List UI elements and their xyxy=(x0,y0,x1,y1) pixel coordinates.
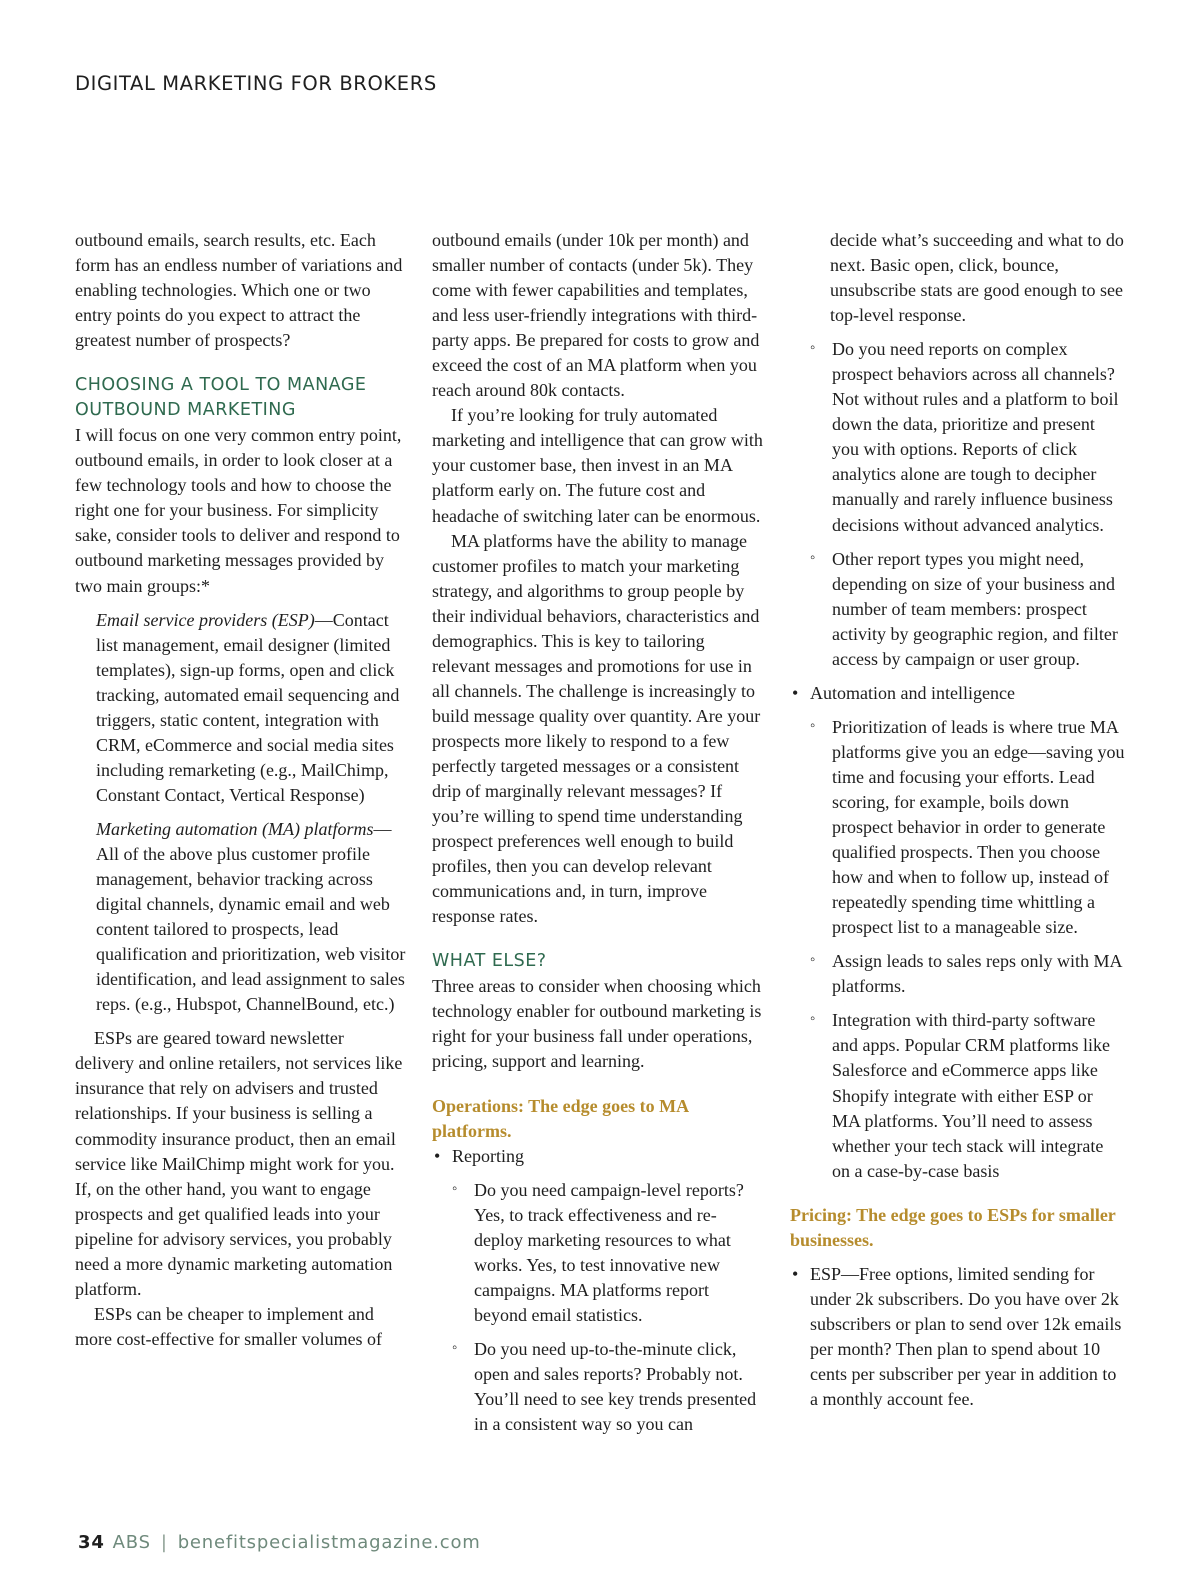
paragraph: I will focus on one very common entry point, outbound emails, in order to look closer at a few technology tools and how to choose the right one for your business. For simplicity sake, consider tools to deliver and respond to outbound marketing messages provided by two main groups:* xyxy=(75,425,402,596)
bullet-icon: • xyxy=(792,1263,799,1284)
bullet-list xyxy=(790,337,1125,1184)
bullet-list xyxy=(432,1144,764,1438)
list-item-text: Prioritization of leads is where true MA platforms give you an edge—saving you time and focusing your efforts. Lead scoring, for example, boils down prospect behavior in order to generate qualified prospects. Then you choose how and when to follow up, instead of repeatedly spending time whittling a prospect list to a manageable size. xyxy=(832,716,1125,938)
list-item-continued: decide what’s succeeding and what to do next. Basic open, click, bounce, unsubscribe stats are good enough to see top-level response. xyxy=(830,230,1124,326)
subheading-operations: Operations: The edge goes to MA platforms. xyxy=(432,1095,689,1141)
definition-ma xyxy=(96,817,407,1017)
website-link[interactable]: benefitspecialistmagazine.com xyxy=(177,1532,481,1553)
list-item-text: Automation and intelligence xyxy=(810,682,1015,703)
column-2 xyxy=(432,228,764,1446)
list-item-text: Do you need up-to-the-minute click, open and sales reports? Probably not. You’ll need to see key trends presented in a consistent way so you can xyxy=(474,1338,757,1434)
sub-bullet-icon: ◦ xyxy=(452,1339,458,1356)
running-head: DIGITAL MARKETING FOR BROKERS xyxy=(75,72,437,95)
list-item-text: Do you need campaign-level reports? Yes, to track effectiveness and re-deploy marketing resources to what works. Yes, to test innovative new campaigns. MA platforms report beyond email statistics. xyxy=(474,1179,744,1325)
definition-text: —Contact list management, email designer (limited templates), sign-up forms, open and click tracking, automated email sequencing and triggers, static content, integration with CRM, eCommerce and social media sites including remarketing (e.g., MailChimp, Constant Contact, Vertical Response) xyxy=(96,609,400,805)
list-item xyxy=(790,1262,1125,1412)
sub-bullet-icon: ◦ xyxy=(452,1180,458,1197)
list-item xyxy=(790,547,1125,672)
list-item-text: Reporting xyxy=(452,1145,524,1166)
bullet-list xyxy=(790,1262,1125,1412)
paragraph: ESPs are geared toward newsletter delivery and online retailers, not services like insurance that rely on advisers and trusted relationships. If your business is selling a commodity insurance product, then an email service like MailChimp might work for you. If, on the other hand, you want to engage prospects and get qualified leads into your pipeline for advisory services, you probably need a more dynamic marketing automation platform. xyxy=(75,1028,403,1299)
list-item-text: Do you need reports on complex prospect behaviors across all channels? Not without rules and a platform to boil down the data, prioritize and present you with options. Reports of click analytics alone are tough to decipher manually and rarely influence business decisions without advanced analytics. xyxy=(832,339,1119,535)
list-item xyxy=(790,681,1125,706)
paragraph: outbound emails, search results, etc. Each form has an endless number of variations and enabling technologies. Which one or two entry points do you expect to attract the greatest number of prospects? xyxy=(75,230,403,351)
page-number: 34 xyxy=(78,1532,105,1553)
page-footer xyxy=(78,1532,481,1553)
sub-bullet-icon: ◦ xyxy=(810,952,816,969)
list-item xyxy=(790,715,1125,940)
column-3 xyxy=(790,228,1125,1421)
definition-text: —All of the above plus customer profile management, behavior tracking across digital channels, dynamic email and web content tailored to prospects, lead qualification and prioritization, web visitor identification, and lead assignment to sales reps. (e.g., Hubspot, ChannelBound, etc.) xyxy=(96,818,406,1015)
subheading-pricing: Pricing: The edge goes to ESPs for smaller businesses. xyxy=(790,1204,1116,1250)
sub-bullet-icon: ◦ xyxy=(810,340,816,357)
sub-bullet-icon: ◦ xyxy=(810,717,816,734)
list-item xyxy=(790,337,1125,537)
publication-name: ABS xyxy=(112,1532,151,1553)
sub-bullet-icon: ◦ xyxy=(810,1011,816,1028)
term-ma: Marketing automation (MA) platforms xyxy=(96,818,374,839)
sub-bullet-icon: ◦ xyxy=(810,549,816,566)
list-item-text: ESP—Free options, limited sending for under 2k subscribers. Do you have over 2k subscribers or plan to send over 12k emails per month? Then plan to spend about 10 cents per subscriber per year in addition to a monthly account fee. xyxy=(810,1263,1122,1409)
footer-separator: | xyxy=(160,1532,168,1553)
paragraph: If you’re looking for truly automated marketing and intelligence that can grow with your customer base, then invest in an MA platform early on. The future cost and headache of switching later can be enormous. xyxy=(432,405,763,526)
section-heading: WHAT ELSE? xyxy=(432,951,547,972)
definition-esp xyxy=(96,608,407,808)
bullet-icon: • xyxy=(434,1145,441,1166)
column-1 xyxy=(75,228,407,1352)
list-item-text: Other report types you might need, depending on size of your business and number of team members: prospect activity by geographic region, and filter access by campaign or user group. xyxy=(832,548,1118,669)
paragraph: outbound emails (under 10k per month) and smaller number of contacts (under 5k). They come with fewer capabilities and templates, and less user-friendly integrations with third-party apps. Be prepared for costs to grow and exceed the cost of an MA platform when you reach around 80k contacts. xyxy=(432,230,760,401)
list-item xyxy=(432,1178,764,1328)
paragraph: Three areas to consider when choosing which technology enabler for outbound marketing is right for your business fall under operations, pricing, support and learning. xyxy=(432,976,762,1072)
list-item-text: Assign leads to sales reps only with MA platforms. xyxy=(832,951,1122,997)
list-item xyxy=(432,1144,764,1169)
list-item xyxy=(790,949,1125,999)
list-item-text: Integration with third-party software and apps. Popular CRM platforms like Salesforce and eCommerce apps like Shopify integrate with either ESP or MA platforms. You’ll need to assess whether your tech stack will integrate on a case-by-case basis xyxy=(832,1010,1110,1181)
term-esp: Email service providers (ESP) xyxy=(96,609,315,630)
list-item xyxy=(790,1008,1125,1183)
section-heading: CHOOSING A TOOL TO MANAGE OUTBOUND MARKETING xyxy=(75,375,367,421)
bullet-icon: • xyxy=(792,682,799,703)
paragraph: ESPs can be cheaper to implement and more cost-effective for smaller volumes of xyxy=(75,1303,383,1349)
paragraph: MA platforms have the ability to manage customer profiles to match your marketing strategy, and algorithms to group people by their individual behaviors, characteristics and demographics. This is key to tailoring relevant messages and promotions for use in all channels. The challenge is increasingly to build message quality over quantity. Are your prospects more likely to respond to a few perfectly targeted messages or a consistent drip of marginally relevant messages? If you’re willing to spend time understanding prospect preferences well enough to build profiles, then you can develop relevant communications and, in turn, improve response rates. xyxy=(432,530,761,927)
list-item xyxy=(432,1337,764,1437)
